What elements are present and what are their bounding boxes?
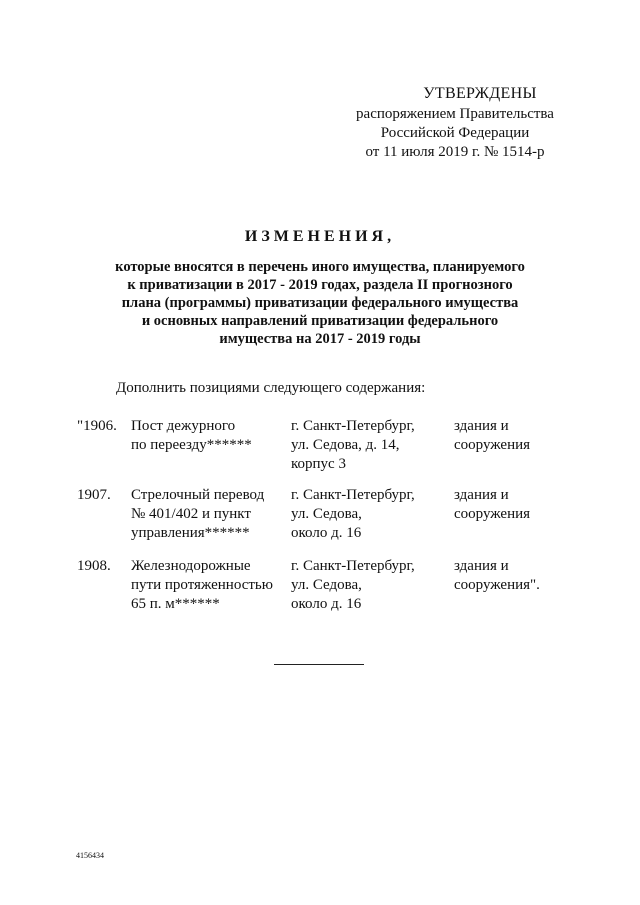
item-name-line: управления****** bbox=[131, 525, 250, 541]
item-address-line: г. Санкт-Петербург, bbox=[291, 418, 415, 434]
item-address-line: г. Санкт-Петербург, bbox=[291, 558, 415, 574]
item-address-line: корпус 3 bbox=[291, 456, 346, 472]
closing-divider bbox=[274, 664, 364, 665]
document-id: 4156434 bbox=[76, 851, 104, 860]
item-name bbox=[131, 557, 273, 614]
item-address-line: г. Санкт-Петербург, bbox=[291, 487, 415, 503]
subtitle-line: и основных направлений приватизации федерального bbox=[141, 313, 499, 329]
approval-heading: УТВЕРЖДЕНЫ bbox=[423, 85, 537, 102]
item-type-line: сооружения bbox=[454, 506, 531, 522]
approval-line: Российской Федерации bbox=[380, 125, 530, 141]
item-type-line: здания и bbox=[454, 487, 509, 503]
item-number: "1906. bbox=[77, 418, 117, 434]
item-type bbox=[454, 486, 530, 524]
item-name-line: № 401/402 и пункт bbox=[131, 506, 251, 522]
item-address-line: ул. Седова, bbox=[291, 577, 362, 593]
item-name-line: Пост дежурного bbox=[131, 418, 236, 434]
subtitle-line: имущества на 2017 - 2019 годы bbox=[219, 331, 421, 347]
item-name-line: Стрелочный перевод bbox=[131, 487, 265, 503]
item-address-line: около д. 16 bbox=[291, 596, 362, 612]
item-number: 1907. bbox=[77, 487, 111, 503]
item-address-line: около д. 16 bbox=[291, 525, 362, 541]
subtitle-line: которые вносятся в перечень иного имущества, планируемого bbox=[115, 259, 525, 275]
item-type-line: сооружения bbox=[454, 437, 531, 453]
item-address bbox=[291, 557, 415, 614]
item-address bbox=[291, 417, 415, 474]
approval-date-line: от 11 июля 2019 г. № 1514-р bbox=[365, 144, 545, 160]
approval-line: распоряжением Правительства bbox=[356, 106, 554, 122]
item-name-line: 65 п. м****** bbox=[131, 596, 220, 612]
document-subtitle bbox=[0, 258, 640, 348]
item-address bbox=[291, 486, 415, 543]
intro-text: Дополнить позициями следующего содержания: bbox=[116, 380, 426, 396]
item-address-line: ул. Седова, bbox=[291, 506, 362, 522]
item-name bbox=[131, 486, 264, 543]
item-type-line: здания и bbox=[454, 418, 509, 434]
item-type bbox=[454, 417, 530, 455]
item-name bbox=[131, 417, 252, 455]
item-type bbox=[454, 557, 540, 595]
item-type-line: здания и bbox=[454, 558, 509, 574]
item-name-line: пути протяженностью bbox=[131, 577, 273, 593]
item-number: 1908. bbox=[77, 558, 111, 574]
item-type-line: сооружения". bbox=[454, 577, 540, 593]
document-title: ИЗМЕНЕНИЯ, bbox=[244, 228, 396, 245]
item-name-line: Железнодорожные bbox=[131, 558, 251, 574]
item-address-line: ул. Седова, д. 14, bbox=[291, 437, 400, 453]
item-name-line: по переезду****** bbox=[131, 437, 252, 453]
subtitle-line: к приватизации в 2017 - 2019 годах, раздела II прогнозного bbox=[127, 277, 513, 293]
approval-block bbox=[330, 84, 580, 162]
subtitle-line: плана (программы) приватизации федерального имущества bbox=[121, 295, 519, 311]
